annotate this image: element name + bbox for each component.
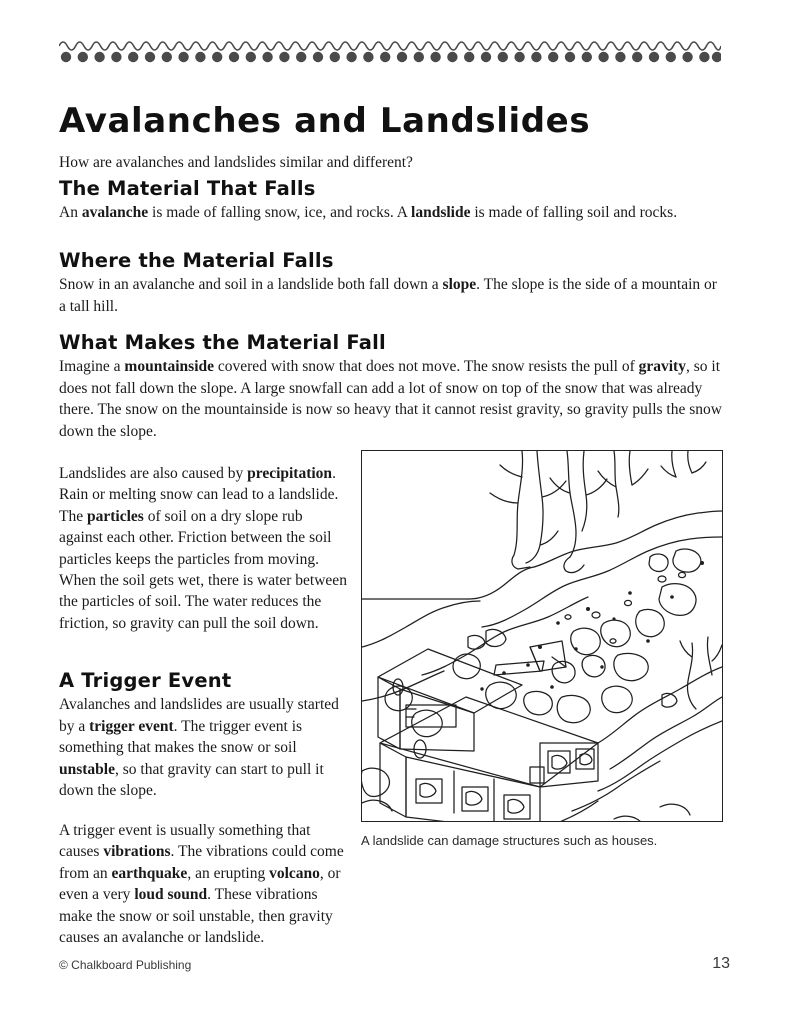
figure-landslide bbox=[361, 450, 725, 850]
section-body: A trigger event is usually something that causes vibrations. The vibrations could come from an earthquake, an erupting volcano, or even a very loud sound. These vibrations make the snow or soil unstable, then gravity causes an avalanche or landslide. bbox=[59, 822, 344, 946]
key-term: particles bbox=[86, 507, 144, 525]
rock-debris-upper bbox=[552, 549, 701, 683]
dot-row bbox=[61, 52, 721, 62]
section-body: An avalanche is made of falling snow, ice, and rocks. A landslide is made of falling soil and rocks. bbox=[59, 204, 678, 222]
footer-page-number: 13 bbox=[712, 955, 730, 972]
key-term: gravity bbox=[638, 358, 686, 376]
broken-structure bbox=[468, 629, 566, 675]
wavy-line bbox=[59, 42, 721, 50]
key-term: earthquake bbox=[111, 864, 188, 882]
scatter-dots bbox=[480, 561, 704, 691]
paragraph-vibrations bbox=[59, 820, 349, 948]
page-title: Avalanches and Landslides bbox=[59, 100, 591, 141]
door bbox=[530, 767, 544, 783]
section-heading: The Material That Falls bbox=[59, 177, 316, 200]
intro-question: How are avalanches and landslides similar and different? bbox=[59, 153, 413, 171]
house-front-left-wall bbox=[380, 743, 406, 817]
key-term: trigger event bbox=[89, 717, 174, 735]
key-term: slope bbox=[442, 276, 477, 294]
mudflow-channels bbox=[552, 667, 722, 821]
figure-caption: A landslide can damage structures such as houses. bbox=[361, 833, 658, 848]
section-body: Snow in an avalanche and soil in a landslide both fall down a slope. The slope is the side of a mountain or a tall hill. bbox=[59, 276, 717, 315]
key-term: mountainside bbox=[124, 358, 215, 376]
key-term: avalanche bbox=[81, 204, 149, 222]
section-body: Imagine a mountainside covered with snow that does not move. The snow resists the pull of gravity, so it does not fall down the slope. A large snowfall can add a lot of snow on top of the snow that was already there. The snow on the mountainside is now so heavy that it cannot resist gravity, so gravity pulls the snow down the slope. bbox=[59, 358, 722, 440]
right-shrubs bbox=[662, 637, 722, 709]
figure-frame bbox=[361, 450, 723, 822]
key-term: precipitation bbox=[247, 465, 333, 482]
key-term: vibrations bbox=[103, 843, 171, 861]
section-where-material-falls bbox=[59, 250, 722, 317]
key-term: volcano bbox=[269, 864, 320, 882]
decorative-top-border bbox=[59, 38, 721, 64]
section-body: Avalanches and landslides are usually started by a trigger event. The trigger event is something that makes the snow or soil unstable, so that gravity can start to pull it down the slope. bbox=[59, 696, 339, 799]
section-trigger-event bbox=[59, 670, 349, 801]
key-term: loud sound bbox=[134, 886, 208, 904]
landslide-illustration bbox=[362, 451, 722, 821]
slope-contours bbox=[362, 511, 722, 701]
section-what-makes-material-fall bbox=[59, 332, 722, 442]
paragraph-precipitation bbox=[59, 463, 349, 634]
footer-copyright: © Chalkboard Publishing bbox=[59, 958, 192, 972]
section-heading: Where the Material Falls bbox=[59, 249, 334, 272]
rock-debris-mid bbox=[385, 654, 632, 737]
bare-trees bbox=[490, 451, 706, 573]
section-material-that-falls bbox=[59, 178, 722, 224]
section-body: Landslides are also caused by precipitation. Rain or melting snow can lead to a landslide. The particles of soil on a dry slope rub against each other. Friction between the soil particles keeps the particles from moving. When the soil gets wet, there is water between the particles of soil. The water reduces the friction, so gravity can pull the soil down. bbox=[59, 465, 347, 632]
section-heading: What Makes the Material Fall bbox=[59, 331, 386, 354]
key-term: landslide bbox=[411, 204, 471, 222]
section-heading: A Trigger Event bbox=[59, 669, 232, 692]
key-term: unstable bbox=[59, 760, 115, 778]
